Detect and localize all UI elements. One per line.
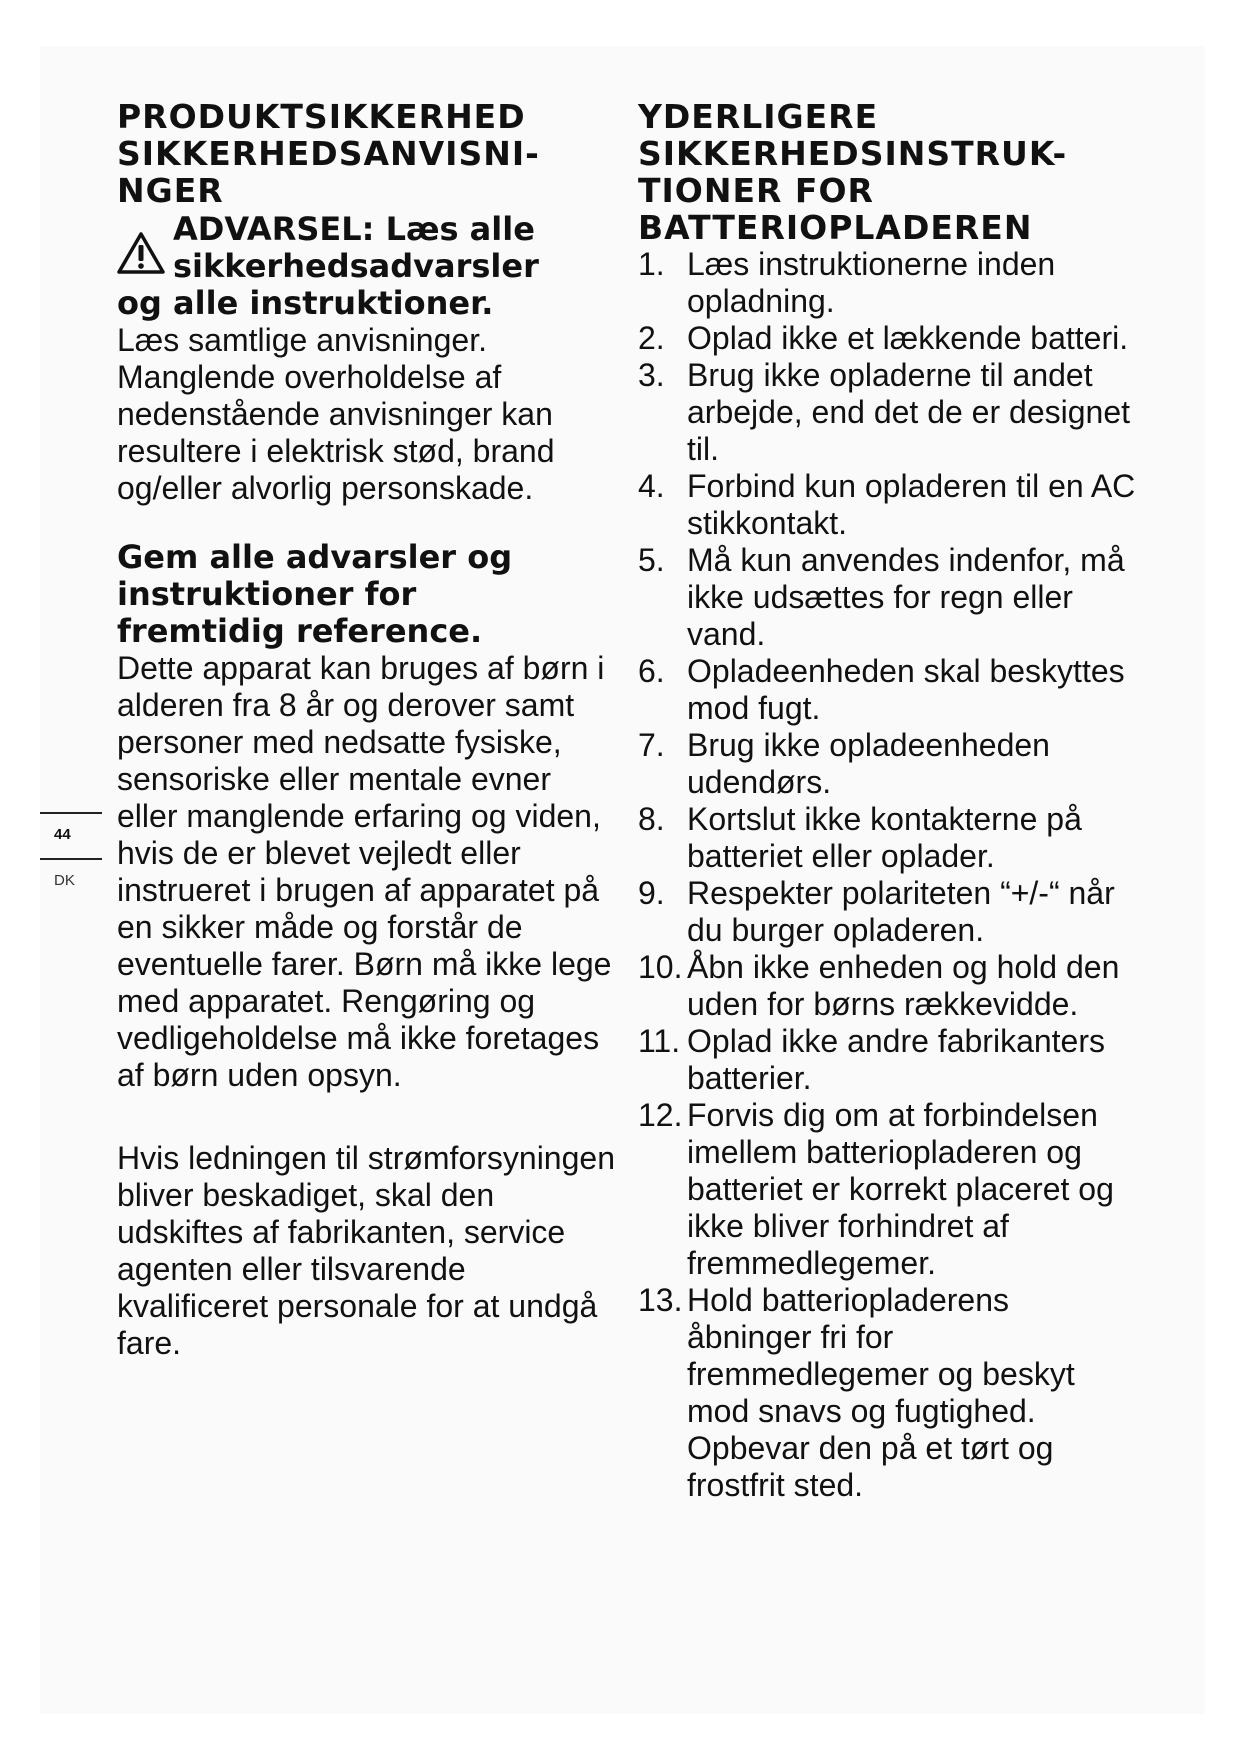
warning-title-line1: ADVARSEL: Læs alle xyxy=(173,210,535,248)
list-item: 4. Forbind kun opladeren til en AC stikkontakt. xyxy=(638,468,1136,541)
power-cord-paragraph: Hvis ledningen til strømforsyningen bliver beskadiget, skal den udskiftes af fabrikanten, service agenten eller tilsvarende kvalificeret personale for at undgå fare. xyxy=(117,1140,615,1361)
page-number: 44 xyxy=(54,826,71,843)
list-item: 10. Åbn ikke enheden og hold den uden for børns rækkevidde. xyxy=(638,949,1120,1022)
list-item: 8. Kortslut ikke kontakterne på batteriet eller oplader. xyxy=(638,801,1082,874)
list-item: 13. Hold batteriopladerens åbninger fri for fremmedlegemer og beskyt mod snavs og fugtighed. Opbevar den på et tørt og frostfrit sted. xyxy=(638,1282,1075,1503)
list-item: 11. Oplad ikke andre fabrikanters batterier. xyxy=(638,1023,1105,1096)
charger-instructions-list xyxy=(638,246,1138,1504)
children-paragraph: Dette apparat kan bruges af børn i alderen fra 8 år og derover samt personer med nedsatte fysiske, sensoriske eller mentale evner eller manglende erfaring og viden, hvis de er blevet vejledt eller instrueret i brugen af apparatet på en sikker måde og forstår de eventuelle farer. Børn må ikke lege med apparatet. Rengøring og vedligeholdelse må ikke foretages af børn uden opsyn. xyxy=(117,650,612,1093)
list-item: 2. Oplad ikke et lækkende batteri. xyxy=(638,320,1129,356)
product-safety-heading: PRODUKTSIKKERHED SIKKERHEDSANVISNI- NGER xyxy=(117,97,540,210)
list-item: 7. Brug ikke opladeenheden udendørs. xyxy=(638,727,1050,800)
left-column xyxy=(117,98,617,1362)
warning-block xyxy=(117,211,617,322)
list-item: 1. Læs instruktionerne inden opladning. xyxy=(638,246,1056,319)
list-item: 6. Opladeenheden skal beskyttes mod fugt. xyxy=(638,653,1125,726)
language-code: DK xyxy=(54,872,75,889)
right-column xyxy=(638,98,1138,1504)
list-item: 9. Respekter polariteten “+/-“ når du burger opladeren. xyxy=(638,875,1115,948)
warning-triangle-icon xyxy=(117,231,165,275)
list-item: 12. Forvis dig om at forbindelsen imellem batteriopladeren og batteriet er korrekt placeret og ikke bliver forhindret af fremmedlegemer. xyxy=(638,1097,1114,1281)
warning-title-line2: sikkerhedsadvarsler xyxy=(173,247,539,285)
charger-safety-heading: YDERLIGERE SIKKERHEDSINSTRUK- TIONER FOR BATTERIOPLADEREN xyxy=(638,97,1068,247)
list-item: 3. Brug ikke opladerne til andet arbejde, end det de er designet til. xyxy=(638,357,1130,467)
page-marker-bottom-rule xyxy=(40,858,102,860)
save-instructions-heading: Gem alle advarsler og instruktioner for fremtidig reference. xyxy=(117,538,513,650)
list-item: 5. Må kun anvendes indenfor, må ikke udsættes for regn eller vand. xyxy=(638,542,1125,652)
warning-body: Læs samtlige anvisninger. Manglende overholdelse af nedenstående anvisninger kan resultere i elektrisk stød, brand og/eller alvorlig personskade. xyxy=(117,322,555,506)
warning-title-line3: og alle instruktioner. xyxy=(117,284,494,322)
page-marker-top-rule xyxy=(40,812,102,814)
